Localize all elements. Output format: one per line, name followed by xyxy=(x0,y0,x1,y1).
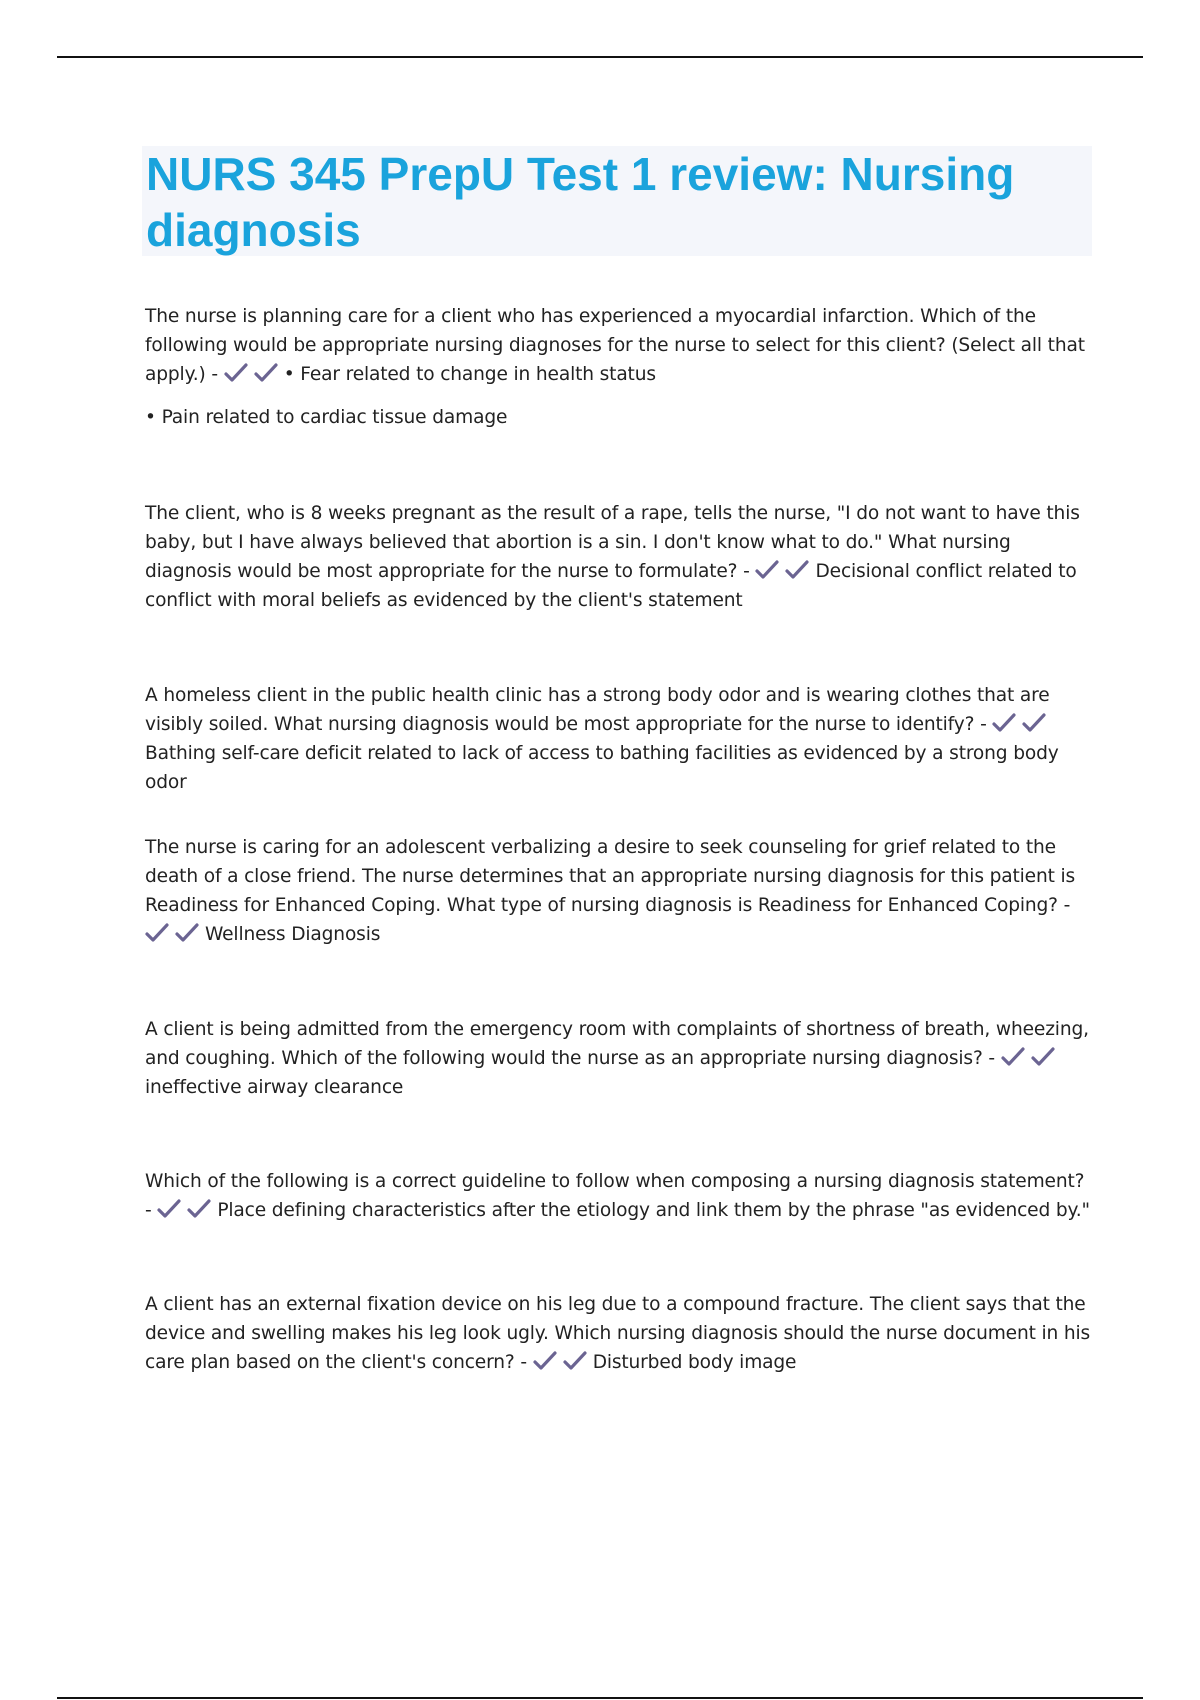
answer-text: Place defining characteristics after the etiology and link them by the phrase "as evidenced by." xyxy=(217,1200,1090,1221)
qa-item-4 xyxy=(145,833,1095,949)
check-icon xyxy=(145,923,169,943)
top-rule xyxy=(57,56,1143,58)
answer-text-extra: • Pain related to cardiac tissue damage xyxy=(145,407,508,428)
answer-text: • Fear related to change in health status xyxy=(283,364,656,385)
page-title: NURS 345 PrepU Test 1 review: Nursing diagnosis xyxy=(146,148,1015,256)
question-text: Which of the following is a correct guideline to follow when composing a nursing diagnosis statement? - xyxy=(145,1171,1085,1221)
qa-item-7 xyxy=(145,1290,1095,1377)
check-icon xyxy=(157,1199,181,1219)
check-icon xyxy=(755,560,779,580)
question-text: The nurse is planning care for a client who has experienced a myocardial infarction. Which of the following would be appropriate nursing diagnoses for the nurse to select for this client? (Select all that apply.) - xyxy=(145,306,1085,385)
check-icon xyxy=(1022,713,1046,733)
check-icon xyxy=(563,1351,587,1371)
question-text: A homeless client in the public health clinic has a strong body odor and is wearing clothes that are visibly soiled. What nursing diagnosis would be most appropriate for the nurse to identify? - xyxy=(145,685,1050,735)
qa-item-2 xyxy=(145,499,1095,615)
check-icon xyxy=(175,923,199,943)
check-icon xyxy=(224,363,248,383)
bottom-rule xyxy=(57,1697,1143,1699)
qa-item-1 xyxy=(145,302,1095,432)
check-icon xyxy=(1001,1047,1025,1067)
qa-item-3 xyxy=(145,681,1095,797)
check-icon xyxy=(187,1199,211,1219)
question-text: The nurse is caring for an adolescent verbalizing a desire to seek counseling for grief related to the death of a close friend. The nurse determines that an appropriate nursing diagnosis for this patient is Readiness for Enhanced Coping. What type of nursing diagnosis is Readiness for Enhanced Coping? - xyxy=(145,837,1076,916)
check-icon xyxy=(254,363,278,383)
answer-text: Wellness Diagnosis xyxy=(205,924,381,945)
question-text: A client has an external fixation device on his leg due to a compound fracture. The client says that the device and swelling makes his leg look ugly. Which nursing diagnosis should the nurse document in his care plan based on the client's concern? - xyxy=(145,1294,1091,1373)
qa-item-5 xyxy=(145,1015,1095,1102)
qa-item-6 xyxy=(145,1167,1095,1225)
question-text: A client is being admitted from the emergency room with complaints of shortness of breath, wheezing, and coughing. Which of the following would the nurse as an appropriate nursing diagnosis? - xyxy=(145,1019,1089,1069)
check-icon xyxy=(1031,1047,1055,1067)
check-icon xyxy=(992,713,1016,733)
answer-text: Disturbed body image xyxy=(592,1352,797,1373)
answer-text: Bathing self-care deficit related to lack of access to bathing facilities as evidenced by a strong body odor xyxy=(145,743,1059,793)
answer-text: ineffective airway clearance xyxy=(145,1077,404,1098)
question-text: The client, who is 8 weeks pregnant as the result of a rape, tells the nurse, "I do not want to have this baby, but I have always believed that abortion is a sin. I don't know what to do." What nursing diagnosis would be most appropriate for the nurse to formulate? - xyxy=(145,503,1080,582)
check-icon xyxy=(785,560,809,580)
check-icon xyxy=(533,1351,557,1371)
answer-text: Decisional conflict related to conflict with moral beliefs as evidenced by the client's statement xyxy=(145,561,1077,611)
